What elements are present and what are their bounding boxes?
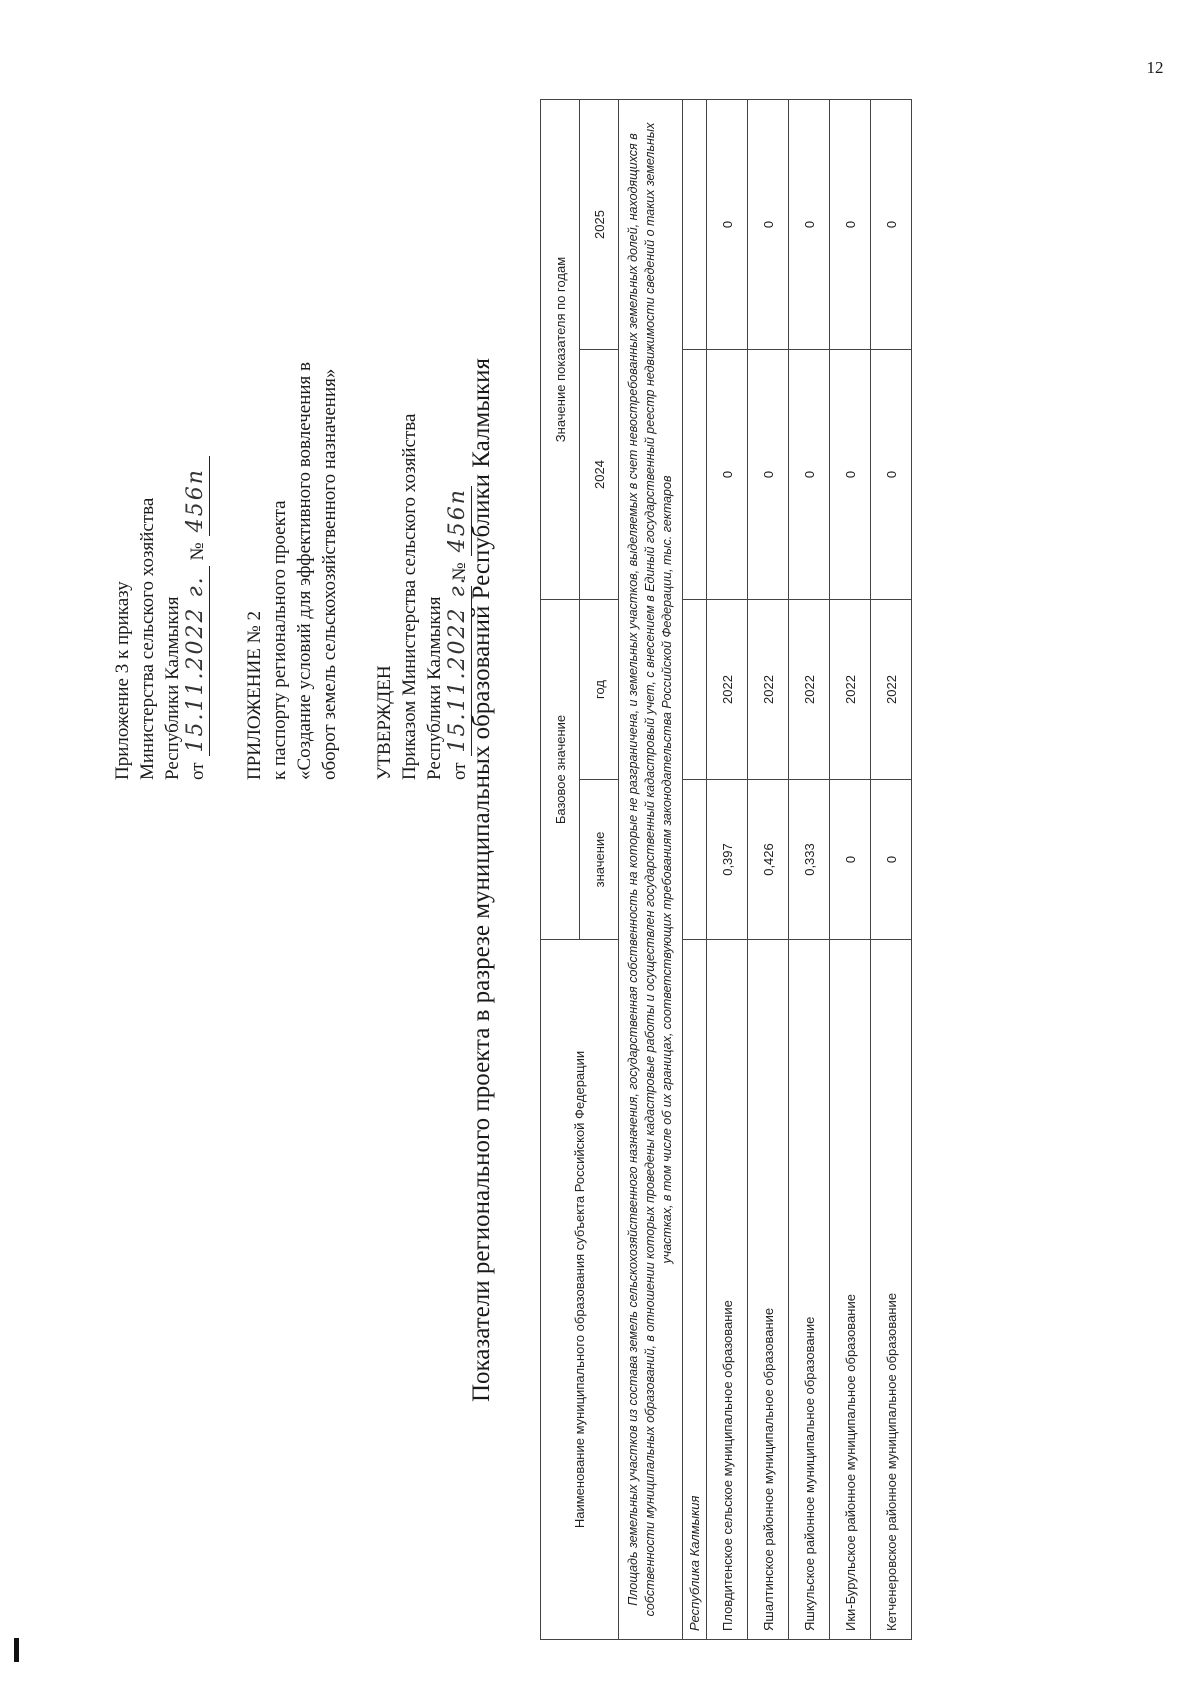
- region-empty-cell: [683, 350, 707, 600]
- order-number-label: №: [187, 542, 208, 561]
- value-2024: 0: [748, 350, 789, 600]
- municipality-name: Яшкульское районное муниципальное образование: [789, 940, 830, 1640]
- region-empty-cell: [683, 600, 707, 780]
- municipality-name: Яшалтинское районное муниципальное образование: [748, 940, 789, 1640]
- order-reference-signature-line: [185, 450, 210, 780]
- order-number-blank: [183, 456, 210, 536]
- header-base-value-group: Базовое значение: [541, 600, 580, 940]
- base-value: 0,333: [789, 780, 830, 940]
- base-year: 2022: [748, 600, 789, 780]
- annex-line-3: оборот земель сельскохозяйственного назначения»: [319, 368, 340, 780]
- value-2025: 0: [748, 100, 789, 350]
- order-reference-line-1: Приложение 3 к приказу: [112, 581, 133, 780]
- base-value: 0,397: [707, 780, 748, 940]
- base-year: 2022: [871, 600, 912, 780]
- value-2024: 0: [789, 350, 830, 600]
- order-date-label: от: [187, 762, 208, 780]
- value-2025: 0: [871, 100, 912, 350]
- header-years-group: Значение показателя по годам: [541, 100, 580, 600]
- value-2024: 0: [830, 350, 871, 600]
- approved-date-handwritten: 15.11.2022 г.: [445, 575, 470, 753]
- order-date-blank: [183, 566, 210, 756]
- region-name: Республика Калмыкия: [683, 940, 707, 1640]
- order-number-handwritten: 456п: [183, 468, 208, 533]
- table-row: [707, 100, 748, 1640]
- table-row: [789, 100, 830, 1640]
- order-reference-block: [110, 450, 210, 780]
- approved-number-label: №: [449, 562, 470, 581]
- table-row: [748, 100, 789, 1640]
- approved-block: [372, 414, 472, 780]
- order-reference-line-2: Министерства сельского хозяйства: [137, 497, 158, 780]
- base-value: 0,426: [748, 780, 789, 940]
- base-value: 0: [871, 780, 912, 940]
- header-year-2025: 2025: [580, 100, 619, 350]
- table-row: [871, 100, 912, 1640]
- header-year-2024: 2024: [580, 350, 619, 600]
- annex-heading: ПРИЛОЖЕНИЕ № 2: [244, 611, 265, 780]
- value-2024: 0: [707, 350, 748, 600]
- header-municipality-name: Наименование муниципального образования субъекта Российской Федерации: [541, 940, 619, 1640]
- rotated-page-content: [110, 20, 1090, 1680]
- value-2025: 0: [789, 100, 830, 350]
- region-empty-cell: [683, 100, 707, 350]
- approved-date-label: от: [449, 762, 470, 780]
- approved-number-handwritten: 456п: [445, 488, 470, 553]
- page-number: 12: [1146, 58, 1164, 77]
- base-year: 2022: [830, 600, 871, 780]
- annex-line-1: к паспорту регионального проекта: [269, 500, 290, 780]
- base-year: 2022: [789, 600, 830, 780]
- base-year: 2022: [707, 600, 748, 780]
- value-2025: 0: [830, 100, 871, 350]
- indicators-table: [540, 99, 912, 1640]
- approved-line-1: Приказом Министерства сельского хозяйства: [399, 413, 420, 780]
- municipality-name: Кетченеровское районное муниципальное образование: [871, 940, 912, 1640]
- region-row: [683, 100, 707, 1640]
- table-header-row: [541, 100, 580, 1640]
- approved-heading: УТВЕРЖДЕН: [374, 665, 395, 780]
- municipality-name: Ики-Бурульское районное муниципальное образование: [830, 940, 871, 1640]
- value-2025: 0: [707, 100, 748, 350]
- order-date-handwritten: 15.11.2022 г.: [183, 575, 208, 753]
- header-base-year: год: [580, 600, 619, 780]
- base-value: 0: [830, 780, 871, 940]
- annex-line-2: «Создание условий для эффективного вовлечения в: [294, 362, 315, 780]
- scan-mark: [14, 1638, 19, 1662]
- document-title: Показатели регионального проекта в разрезе муниципальных образований Республики Калмыкия: [468, 357, 495, 1403]
- table-row: [830, 100, 871, 1640]
- value-2024: 0: [871, 350, 912, 600]
- indicator-row: [619, 100, 683, 1640]
- approved-line-2: Республики Калмыкия: [424, 596, 445, 780]
- municipality-name: Пловдитенское сельское муниципальное образование: [707, 940, 748, 1640]
- annex-block: [242, 362, 342, 780]
- header-base-value: значение: [580, 780, 619, 940]
- region-empty-cell: [683, 780, 707, 940]
- order-reference-line-3: Республики Калмыкия: [162, 596, 183, 780]
- indicator-description: Площадь земельных участков из состава земель сельскохозяйственного назначения, государственная собственность на которые не разграничена, и земельных участков, выделяемых в счет невостребованных земельных долей, находящихся в собственности муниципальных образований, в отношении которых проведены кадастровые работы и осуществлен государственный кадастровый учет, с внесением в Единый государственный реестр недвижимости сведений о таких земельных участках, в том числе об их границах, соответствующих требованиям законодательства Российской Федерации, тыс. гектаров: [619, 100, 683, 1640]
